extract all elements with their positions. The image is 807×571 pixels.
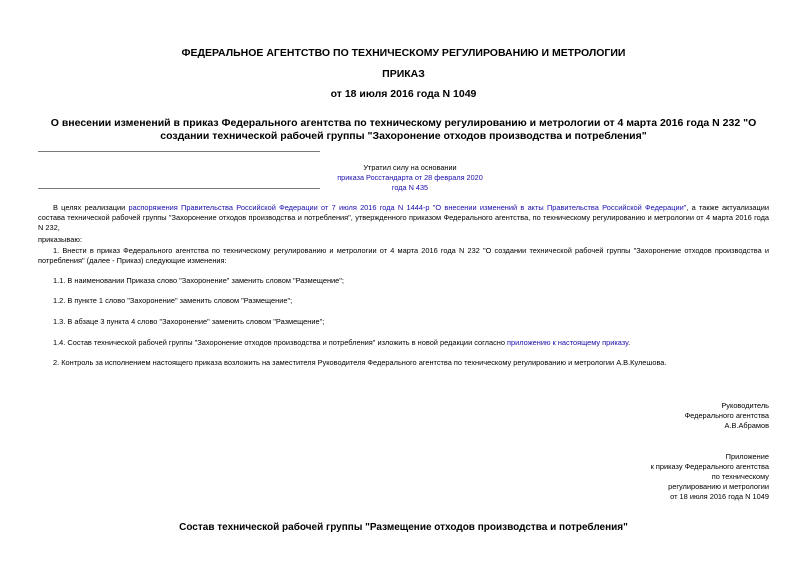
signature-name: А.В.Абрамов	[724, 421, 769, 430]
appendix-line-3: по техническому	[711, 472, 769, 481]
signature-block	[569, 401, 769, 431]
doc-date-number: от 18 июля 2016 года N 1049	[330, 88, 477, 100]
appendix-line-4: регулированию и метрологии	[668, 482, 769, 491]
intro-paragraph	[38, 203, 769, 233]
intro-suffix: , а также актуализации состава технической рабочей группы "Захоронение отходов производства и потребления", утвержденного приказом Федерального агентства, по техническому регулированию и метрологии от 4 марта 2016 года N 232,	[38, 203, 769, 232]
item-1-3: 1.3. В абзаце 3 пункта 4 слово "Захоронение" заменить словом "Размещение";	[53, 317, 325, 326]
expired-link[interactable]: приказа Росстандарта от 28 февраля 2020 года N 435	[337, 173, 483, 192]
bottom-divider	[38, 188, 320, 189]
appendix-line-1: Приложение	[725, 452, 769, 461]
expired-text: Утратил силу на основании	[363, 163, 457, 172]
appendix-line-2: к приказу Федерального агентства	[650, 462, 769, 471]
order-word: приказываю:	[38, 235, 82, 244]
composition-title: Состав технической рабочей группы "Размещение отходов производства и потребления"	[179, 522, 628, 533]
item-1-1: 1.1. В наименовании Приказа слово "Захоронение" заменить словом "Размещение";	[53, 276, 344, 285]
intro-prefix: В целях реализации	[53, 203, 129, 212]
item-1: 1. Внести в приказ Федерального агентства по техническому регулированию и метрологии от 4 марта 2016 года N 232 "О создании технической рабочей группы "Захоронение отходов производства и потребления" (далее - Приказ) следующие изменения:	[38, 246, 769, 265]
doc-subject-title: О внесении изменений в приказ Федерального агентства по техническому регулированию и метрологии от 4 марта 2016 года N 232 "О создании технической рабочей группы "Захоронение отходов производства и потребления"	[50, 117, 757, 142]
item-1-2: 1.2. В пункте 1 слово "Захоронение" заменить словом "Размещение";	[53, 296, 293, 305]
item-1-4-suffix: .	[628, 338, 631, 347]
appendix-line-5: от 18 июля 2016 года N 1049	[670, 492, 769, 501]
expired-notice	[335, 163, 485, 193]
item-1-4	[53, 338, 630, 348]
item-2: 2. Контроль за исполнением настоящего приказа возложить на заместителя Руководителя Федерального агентства по техническому регулированию и метрологии А.В.Кулешова.	[53, 358, 667, 367]
top-divider	[38, 151, 320, 152]
appendix-link[interactable]: приложению к настоящему приказу	[507, 338, 629, 347]
appendix-block	[569, 452, 769, 502]
doc-type-heading: ПРИКАЗ	[382, 68, 425, 80]
item-1-4-prefix: 1.4. Состав технической рабочей группы "Захоронение отходов производства и потребления" изложить в новой редакции согласно	[53, 338, 508, 347]
signature-position: Руководитель	[721, 401, 769, 410]
agency-heading: ФЕДЕРАЛЬНОЕ АГЕНТСТВО ПО ТЕХНИЧЕСКОМУ РЕГУЛИРОВАНИЮ И МЕТРОЛОГИИ	[181, 47, 626, 59]
government-order-link[interactable]: распоряжения Правительства Российской Федерации от 7 июля 2016 года N 1444-р "О внесении изменений в акты Правительства Российской Федерации"	[128, 203, 687, 212]
signature-agency: Федерального агентства	[684, 411, 769, 420]
